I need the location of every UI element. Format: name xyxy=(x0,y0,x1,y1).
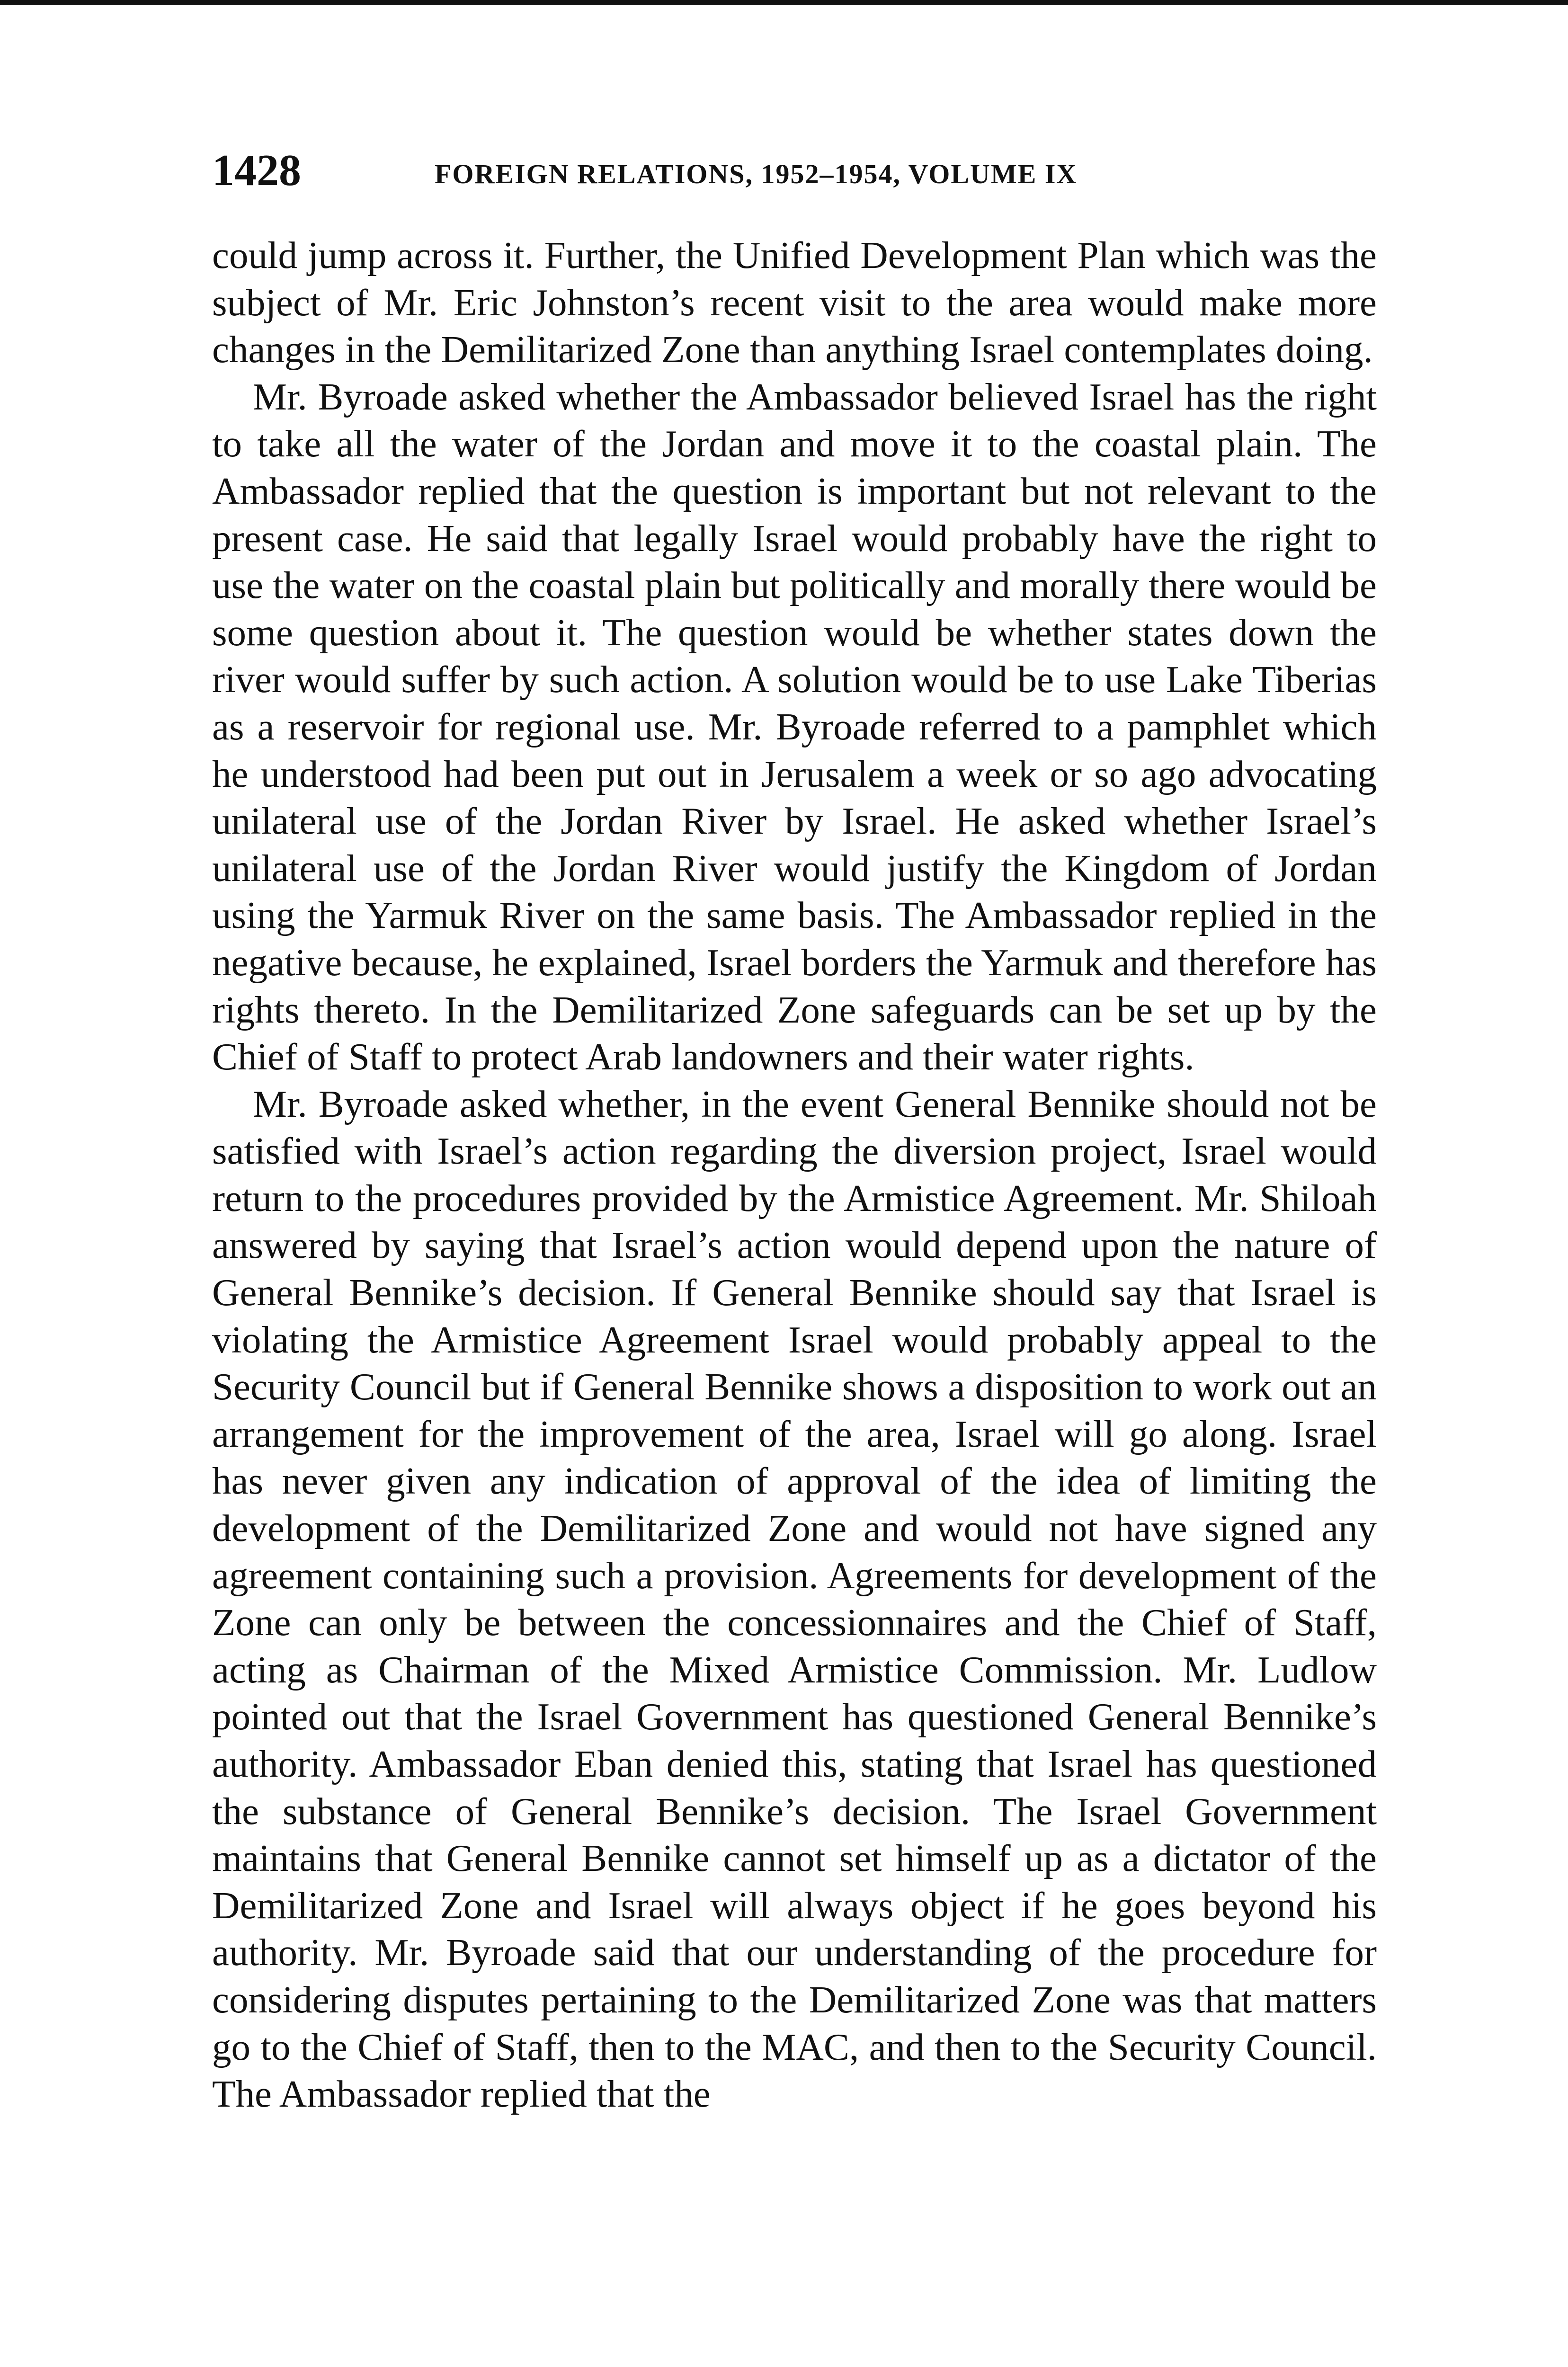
body-text xyxy=(212,232,1377,2118)
running-title: FOREIGN RELATIONS, 1952–1954, VOLUME IX xyxy=(435,159,1078,189)
top-border-rule xyxy=(0,0,1568,5)
paragraph-continued: could jump across it. Further, the Unified Development Plan which was the subject of Mr. Eric Johnston’s recent visit to the area would make more changes in the Demilitarized Zone than anything Israel contemplates doing. xyxy=(212,234,1377,371)
paragraph: Mr. Byroade asked whether the Ambassador believed Israel has the right to take all the water of the Jordan and move it to the coastal plain. The Ambassador replied that the question is important but not relevant to the present case. He said that legally Israel would probably have the right to use the water on the coastal plain but politically and morally there would be some question about it. The question would be whether states down the river would suffer by such action. A solution would be to use Lake Tiberias as a reservoir for regional use. Mr. Byroade referred to a pamphlet which he understood had been put out in Jerusalem a week or so ago advocating unilateral use of the Jordan River by Israel. He asked whether Israel’s unilateral use of the Jordan River would justify the Kingdom of Jordan using the Yarmuk River on the same basis. The Ambassador replied in the negative because, he explained, Israel borders the Yarmuk and therefore has rights thereto. In the Demilitarized Zone safeguards can be set up by the Chief of Staff to protect Arab landowners and their water rights. xyxy=(212,375,1377,1078)
running-head xyxy=(212,142,1377,199)
paragraph: Mr. Byroade asked whether, in the event General Bennike should not be satisfied with Israel’s action regarding the diversion project, Israel would return to the procedures provided by the Armistice Agreement. Mr. Shiloah answered by saying that Israel’s action would depend upon the nature of General Bennike’s decision. If General Bennike should say that Israel is violating the Armistice Agreement Israel would probably appeal to the Security Council but if General Bennike shows a disposition to work out an arrangement for the improvement of the area, Israel will go along. Israel has never given any indication of approval of the idea of limiting the development of the Demilitarized Zone and would not have signed any agreement containing such a provision. Agreements for development of the Zone can only be between the concessionnaires and the Chief of Staff, acting as Chairman of the Mixed Armistice Commission. Mr. Ludlow pointed out that the Israel Government has questioned General Bennike’s authority. Ambassador Eban denied this, stating that Israel has questioned the substance of General Bennike’s decision. The Israel Government maintains that General Bennike cannot set himself up as a dictator of the Demilitarized Zone and Israel will always object if he goes beyond his authority. Mr. Byroade said that our understanding of the procedure for considering disputes pertaining to the Demilitarized Zone was that matters go to the Chief of Staff, then to the MAC, and then to the Security Council. The Ambassador replied that the xyxy=(212,1082,1377,2116)
page-number: 1428 xyxy=(212,146,301,195)
